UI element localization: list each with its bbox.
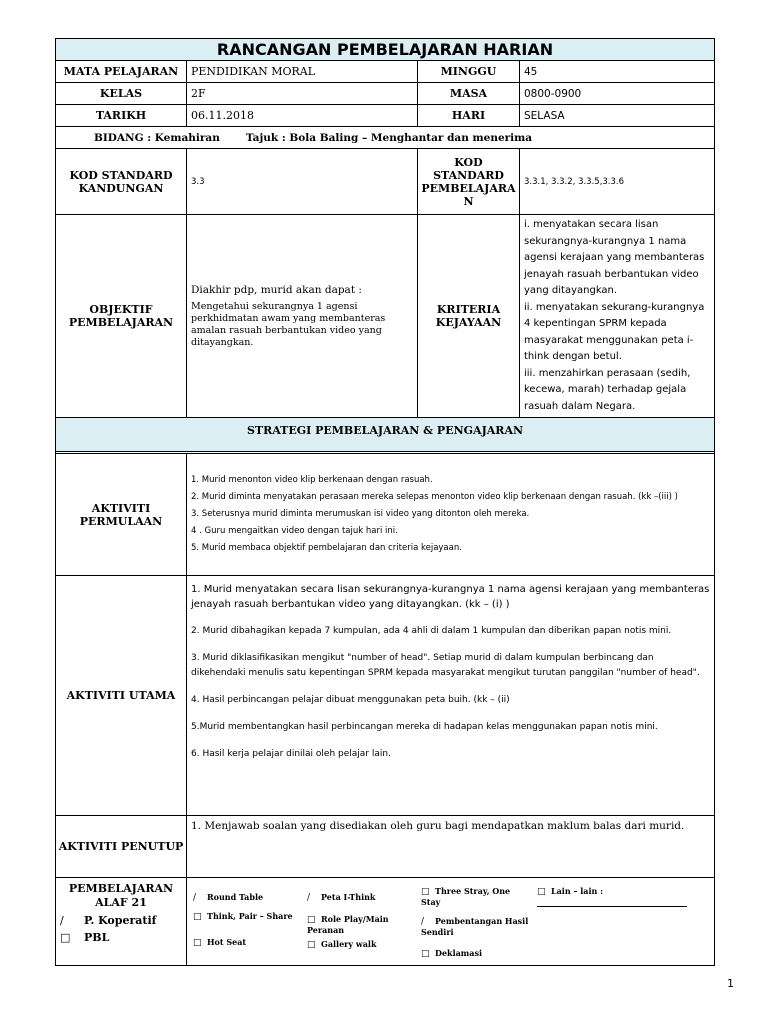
date-label: TARIKH bbox=[56, 105, 187, 127]
page-title: RANCANGAN PEMBELAJARAN HARIAN bbox=[56, 39, 715, 61]
utama-item: 5.Murid membentangkan hasil perbincangan mereka di hadapan kelas menggunakan papan notis mini. bbox=[191, 722, 658, 732]
alaf21-options-grid bbox=[187, 878, 715, 966]
penutup-label: AKTIVITI PENUTUP bbox=[56, 816, 187, 878]
option-peta-i-think bbox=[307, 892, 375, 903]
permulaan-item: 5. Murid membaca objektif pembelajaran dan criteria kejayaan. bbox=[191, 543, 462, 553]
learning-standard-label: KOD STANDARD PEMBELAJARA N bbox=[418, 149, 520, 215]
option-label: Think, Pair – Share bbox=[207, 911, 293, 921]
option-label: Deklamasi bbox=[435, 948, 482, 958]
objective-label: OBJEKTIF PEMBELAJARAN bbox=[56, 215, 187, 418]
class-value: 2F bbox=[187, 83, 418, 105]
permulaan-item: 1. Murid menonton video klip berkenaan dengan rasuah. bbox=[191, 475, 433, 485]
check-mark: / bbox=[193, 893, 197, 903]
alaf21-option-pbl bbox=[60, 931, 182, 944]
week-value: 45 bbox=[520, 61, 715, 83]
content-standard-label: KOD STANDARD KANDUNGAN bbox=[56, 149, 187, 215]
permulaan-item: 4 . Guru mengaitkan video dengan tajuk hari ini. bbox=[191, 526, 398, 536]
lesson-plan-table bbox=[55, 38, 715, 966]
utama-item: 2. Murid dibahagikan kepada 7 kumpulan, ada 4 ahli di dalam 1 kumpulan dan diberikan papan notis mini. bbox=[191, 626, 672, 636]
option-label: PBL bbox=[84, 931, 110, 944]
penutup-text: 1. Menjawab soalan yang disediakan oleh guru bagi mendapatkan maklum balas dari murid. bbox=[187, 816, 715, 878]
utama-cell bbox=[187, 576, 715, 816]
criteria-label: KRITERIA KEJAYAAN bbox=[418, 215, 520, 418]
utama-item: 3. Murid diklasifikasikan mengikut "number of head". Setiap murid di dalam kumpulan berbincang dan dikehendaki menulis satu kepentingan SPRM kepada masyarakat mengikut turutan panggilan "number of head". bbox=[191, 653, 700, 678]
bidang-row bbox=[56, 127, 715, 149]
subject-label: MATA PELAJARAN bbox=[56, 61, 187, 83]
day-label: HARI bbox=[418, 105, 520, 127]
alaf21-option-koperatif bbox=[60, 914, 182, 927]
option-hot-seat bbox=[193, 937, 246, 948]
option-label: Three Stray, One Stay bbox=[421, 886, 511, 907]
option-label: P. Koperatif bbox=[84, 914, 157, 927]
blank-line bbox=[537, 906, 687, 907]
checkbox-icon: □ bbox=[60, 931, 71, 944]
option-label: Hot Seat bbox=[207, 937, 247, 947]
utama-item: 1. Murid menyatakan secara lisan sekurangnya-kurangnya 1 nama agensi kerajaan yang membanteras jenayah rasuah berbantukan video yang ditayangkan. (kk – (i) ) bbox=[191, 584, 710, 610]
option-deklamasi bbox=[421, 948, 482, 959]
page-number: 1 bbox=[727, 977, 734, 990]
option-round-table bbox=[193, 892, 263, 903]
option-think-pair-share bbox=[193, 911, 293, 922]
checkbox-icon: □ bbox=[307, 915, 316, 925]
criteria-cell bbox=[520, 215, 715, 418]
checkbox-icon: □ bbox=[193, 938, 202, 948]
utama-label: AKTIVITI UTAMA bbox=[56, 576, 187, 816]
permulaan-item: 2. Murid diminta menyatakan perasaan mereka selepas menonton video klip berkenaan dengan rasuah. (kk –(iii) ) bbox=[191, 492, 678, 502]
date-value: 06.11.2018 bbox=[187, 105, 418, 127]
permulaan-item: 3. Seterusnya murid diminta merumuskan isi video yang ditonton oleh mereka. bbox=[191, 509, 530, 519]
learning-standard-value: 3.3.1, 3.3.2, 3.3.5,3.3.6 bbox=[520, 149, 715, 215]
time-value: 0800-0900 bbox=[520, 83, 715, 105]
week-label: MINGGU bbox=[418, 61, 520, 83]
criteria-item: i. menyatakan secara lisan sekurangnya-kurangnya 1 nama agensi kerajaan yang membanteras jenayah rasuah berbantukan video yang ditayangkan. bbox=[524, 219, 705, 296]
objective-text-cell bbox=[187, 215, 418, 418]
option-lain-lain bbox=[537, 886, 687, 907]
option-label: Peta I-Think bbox=[321, 892, 376, 902]
option-label: Round Table bbox=[207, 892, 264, 902]
checkbox-icon: □ bbox=[421, 887, 430, 897]
option-role-play bbox=[307, 914, 407, 935]
utama-item: 6. Hasil kerja pelajar dinilai oleh pelajar lain. bbox=[191, 749, 391, 759]
bidang-label: BIDANG : Kemahiran bbox=[94, 131, 220, 144]
checkbox-icon: □ bbox=[193, 912, 202, 922]
subject-value: PENDIDIKAN MORAL bbox=[187, 61, 418, 83]
checkbox-icon: □ bbox=[537, 887, 546, 897]
content-standard-value: 3.3 bbox=[187, 149, 418, 215]
option-pembentangan bbox=[421, 916, 531, 937]
criteria-item: iii. menzahirkan perasaan (sedih, kecewa, marah) terhadap gejala rasuah dalam Negara. bbox=[524, 367, 691, 412]
alaf21-label: PEMBELAJARAN ALAF 21 bbox=[68, 882, 174, 909]
option-label: Pembentangan Hasil Sendiri bbox=[421, 916, 529, 937]
tajuk-label: Tajuk : Bola Baling – Menghantar dan menerima bbox=[245, 131, 533, 144]
option-label: Role Play/Main Peranan bbox=[307, 914, 389, 935]
check-mark: / bbox=[60, 914, 64, 927]
alaf21-label-cell bbox=[56, 878, 187, 966]
class-label: KELAS bbox=[56, 83, 187, 105]
option-label: Lain – lain : bbox=[551, 886, 604, 896]
option-gallery-walk bbox=[307, 939, 376, 950]
strategy-heading: STRATEGI PEMBELAJARAN & PENGAJARAN bbox=[56, 418, 715, 452]
option-three-stray bbox=[421, 886, 531, 907]
objective-text: Mengetahui sekurangnya 1 agensi perkhidmatan awam yang membanteras amalan rasuah berbantukan video yang ditayangkan. bbox=[191, 300, 386, 348]
time-label: MASA bbox=[418, 83, 520, 105]
option-label: Gallery walk bbox=[321, 939, 377, 949]
objective-lead: Diakhir pdp, murid akan dapat : bbox=[191, 283, 362, 296]
check-mark: / bbox=[307, 893, 311, 903]
checkbox-icon: □ bbox=[307, 940, 316, 950]
day-value: SELASA bbox=[520, 105, 715, 127]
checkbox-icon: □ bbox=[421, 949, 430, 959]
check-mark: / bbox=[421, 917, 425, 927]
criteria-item: ii. menyatakan sekurang-kurangnya 4 kepentingan SPRM kepada masyarakat menggunakan peta i-think dengan betul. bbox=[524, 301, 705, 362]
permulaan-cell bbox=[187, 454, 715, 576]
utama-item: 4. Hasil perbincangan pelajar dibuat menggunakan peta buih. (kk – (ii) bbox=[191, 695, 510, 705]
permulaan-label: AKTIVITI PERMULAAN bbox=[56, 454, 187, 576]
